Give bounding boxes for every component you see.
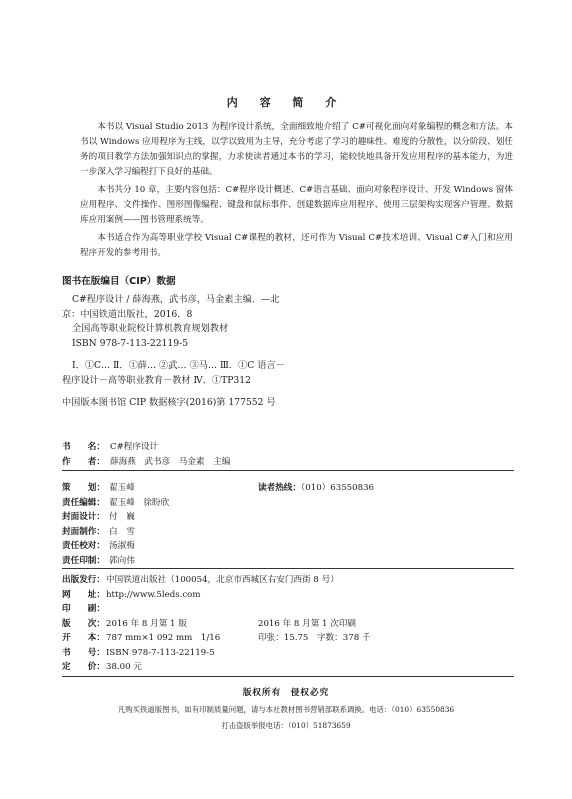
pub-label: 出版发行： <box>62 575 105 585</box>
cip-line: 程序设计－高等职业教育－教材 Ⅳ．①TP312 <box>62 374 251 386</box>
pub-row <box>62 573 339 588</box>
hotline-value: （010）63550836 <box>300 483 375 493</box>
pub-label: 印 刷： <box>62 604 105 614</box>
pub-row <box>62 617 357 632</box>
book-info <box>62 440 230 469</box>
book-info-label: 书 名： <box>62 442 105 452</box>
divider <box>62 676 514 677</box>
book-info-label: 作 者： <box>62 456 105 467</box>
credit-label: 策 划： <box>62 483 105 493</box>
credit-value: 翟玉峰 <box>109 483 135 493</box>
credit-row <box>62 554 169 569</box>
pub-value: 38.00 元 <box>106 662 142 672</box>
credit-value: 白 雪 <box>109 526 135 537</box>
publication-info <box>62 573 371 675</box>
intro-paragraph: 本书以 Visual Studio 2013 为程序设计系统，全面细致地介绍了 C#可视化面向对象编程的概念和方法。本书以 Windows 应用程序为主线，以学以致用为主导，充分考虑了学习的趣味性、难度的分散性，以分阶段、划任务的项目教学方法加强知识点的掌握，力求使读者通过本书的学习，能较快地具备开发应用程序的基本能力，为进一步深入学习编程打下良好的基础。 <box>80 122 513 177</box>
pub-value: ISBN 978-7-113-22119-5 <box>106 647 215 658</box>
credit-value: 翟玉峰 徐盼欣 <box>109 497 170 508</box>
credit-value: 付 巍 <box>109 512 135 522</box>
pub-row <box>62 602 339 617</box>
pub-label: 定 价： <box>62 662 105 672</box>
credit-label: 责任印制： <box>62 555 105 566</box>
pub-value: 中国铁道出版社（100054，北京市西城区右安门西街 8 号） <box>106 575 339 585</box>
credit-label: 责任编辑： <box>62 497 105 508</box>
notice-line: 打击盗版举报电话：（010）51873659 <box>221 721 351 730</box>
pub-value: http://www.5leds.com <box>106 589 201 600</box>
pub-value-2: 2016 年 8 月第 1 次印刷 <box>258 618 357 629</box>
cip-line: ISBN 978-7-113-22119-5 <box>72 337 189 349</box>
cip-record <box>62 293 452 411</box>
cip-number: 中国版本图书馆 CIP 数据核字(2016)第 177552 号 <box>62 397 276 408</box>
cip-line: C#程序设计 / 薛海燕，武书彦，马金素主编．—北 <box>72 294 280 305</box>
credit-row <box>62 525 169 540</box>
pub-row <box>62 646 339 661</box>
intro-title: 内 容 简 介 <box>226 96 346 109</box>
credit-row <box>62 539 169 554</box>
intro-paragraph: 本书适合作为高等职业学校 Visual C#课程的教材，还可作为 Visual C#技术培训、Visual C#入门和应用程序开发的参考用书。 <box>80 233 513 258</box>
cip-heading: 图书在版编目（CIP）数据 <box>62 276 176 287</box>
notice-line: 凡购买铁道版图书，如有印制质量问题，请与本社教材图书营销部联系调换。电话：（010）63550836 <box>117 705 455 714</box>
credit-label: 封面制作： <box>62 526 105 537</box>
credits <box>62 481 169 568</box>
pub-value-2: 印张：15.75 字数：378 千 <box>258 633 371 643</box>
intro-paragraph: 本书共分 10 章，主要内容包括：C#程序设计概述、C#语言基础、面向对象程序设计、开发 Windows 窗体应用程序、文件操作、图形图像编程、键盘和鼠标事件、创建数据库应用程序、使用三层架构实现客户管理、数据库应用案例——图书管理系统等。 <box>80 185 513 225</box>
credit-value: 郭向伟 <box>109 555 135 566</box>
divider <box>62 568 514 569</box>
copyright: 版权所有 侵权必究 <box>242 688 330 698</box>
pub-row <box>62 588 339 603</box>
pub-row <box>62 660 339 675</box>
book-authors-value: 薛海燕 武书彦 马金素 主编 <box>110 456 231 467</box>
credit-row <box>62 481 169 496</box>
divider <box>62 470 514 471</box>
credit-row <box>62 496 169 511</box>
book-title-value: C#程序设计 <box>110 442 159 452</box>
credit-row <box>62 510 169 525</box>
book-info-row <box>62 440 230 455</box>
intro-body <box>80 120 513 261</box>
pub-label: 书 号： <box>62 647 105 658</box>
reader-hotline <box>258 481 374 493</box>
pub-value: 2016 年 8 月第 1 版 <box>106 618 187 629</box>
credit-value: 汤淑梅 <box>109 541 135 551</box>
pub-value: 787 mm×1 092 mm 1/16 <box>106 633 221 643</box>
pub-row <box>62 631 371 646</box>
cip-line: Ⅰ．①C… Ⅱ．①薛… ②武… ③马… Ⅲ．①C 语言－ <box>72 360 285 371</box>
cip-line: 全国高等职业院校计算机教育规划教材 <box>72 323 229 334</box>
pub-label: 网 址： <box>62 589 105 600</box>
credit-label: 封面设计： <box>62 512 105 522</box>
pub-label: 版 次： <box>62 618 105 629</box>
cip-line: 京：中国铁道出版社，2016．8 <box>62 308 193 320</box>
credit-label: 责任校对： <box>62 541 105 551</box>
hotline-label: 读者热线： <box>258 483 301 493</box>
pub-label: 开 本： <box>62 633 105 643</box>
book-info-row <box>62 455 230 470</box>
